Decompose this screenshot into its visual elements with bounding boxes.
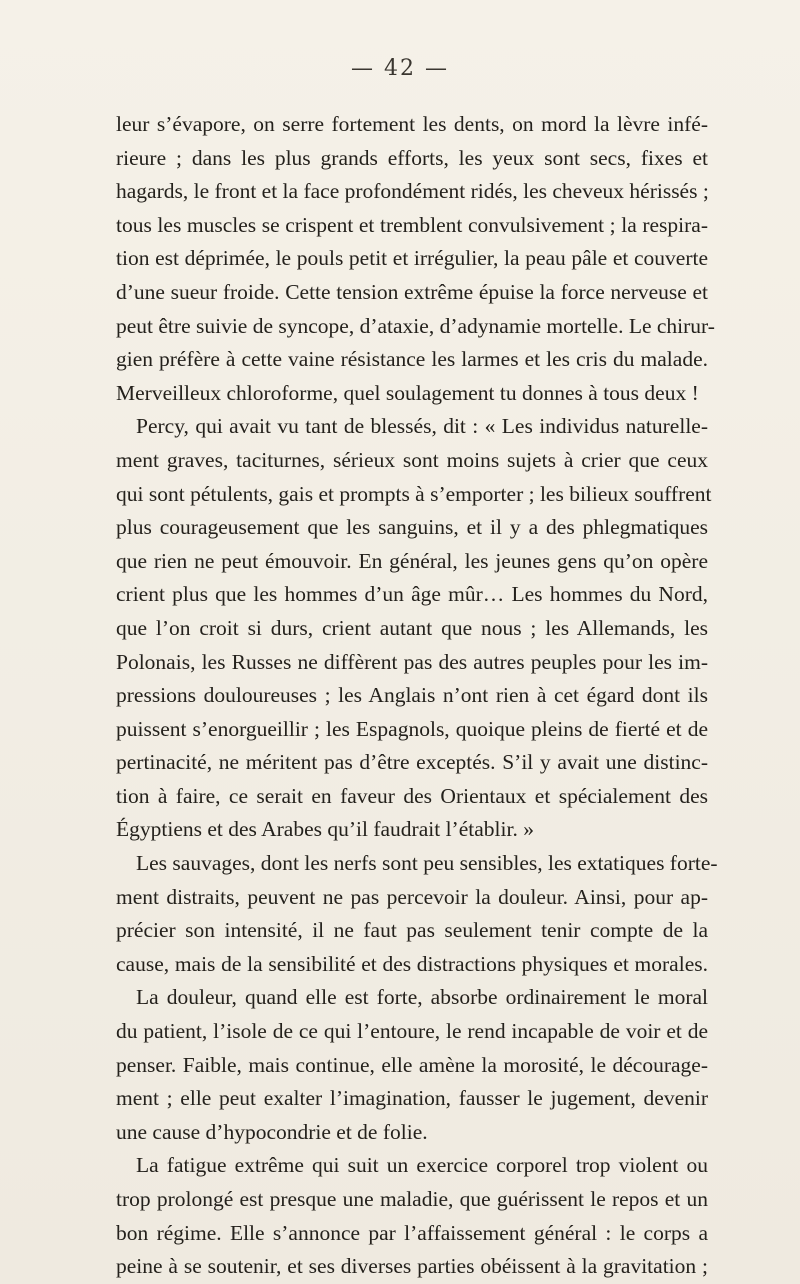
text-line: rieure ; dans les plus grands efforts, les yeux sont secs, fixes et [116,145,708,170]
text-line: ment distraits, peuvent ne pas percevoir la douleur. Ainsi, pour ap- [116,884,708,909]
text-line: que rien ne peut émouvoir. En général, les jeunes gens qu’on opère [116,548,708,573]
text-line: une cause d’hypocondrie et de folie. [116,1119,428,1144]
body-text [116,108,718,1284]
text-line: La fatigue extrême qui suit un exercice corporel trop violent ou [136,1153,708,1178]
text-line: Merveilleux chloroforme, quel soulagement tu donnes à tous deux ! [116,380,699,405]
text-line: d’une sueur froide. Cette tension extrême épuise la force nerveuse et [116,279,708,304]
text-line: Les sauvages, dont les nerfs sont peu sensibles, les extatiques forte- [136,851,718,876]
text-line: ment graves, taciturnes, sérieux sont moins sujets à crier que ceux [116,447,708,472]
text-line: tion à faire, ce serait en faveur des Orientaux et spécialement des [116,783,708,808]
text-line: Égyptiens et des Arabes qu’il faudrait l’établir. » [116,817,534,842]
text-line: peut être suivie de syncope, d’ataxie, d’adynamie mortelle. Le chirur- [116,313,715,338]
page-number: — 42 — [351,56,449,81]
text-line: hagards, le front et la face profondément ridés, les cheveux hérissés ; [116,179,709,204]
text-line: leur s’évapore, on serre fortement les dents, on mord la lèvre infé- [116,112,708,136]
text-line: qui sont pétulents, gais et prompts à s’emporter ; les bilieux souffrent [116,481,712,506]
text-line: gien préfère à cette vaine résistance les larmes et les cris du malade. [116,347,708,372]
text-line: penser. Faible, mais continue, elle amène la morosité, le décourage- [116,1052,708,1077]
text-line: que l’on croit si durs, crient autant que nous ; les Allemands, les [116,615,708,640]
text-line: bon régime. Elle s’annonce par l’affaissement général : le corps a [116,1220,708,1245]
text-line: Polonais, les Russes ne diffèrent pas des autres peuples pour les im- [116,649,708,674]
text-line: plus courageusement que les sanguins, et il y a des phlegmatiques [116,515,708,540]
text-line: du patient, l’isole de ce qui l’entoure, le rend incapable de voir et de [116,1019,708,1044]
text-line: précier son intensité, il ne faut pas seulement tenir compte de la [116,918,708,943]
text-line: ment ; elle peut exalter l’imagination, fausser le jugement, devenir [116,1086,708,1111]
text-line: crient plus que les hommes d’un âge mûr… Les hommes du Nord, [116,582,708,607]
text-line: tous les muscles se crispent et tremblent convulsivement ; la respira- [116,212,708,237]
text-line: La douleur, quand elle est forte, absorbe ordinairement le moral [136,985,708,1010]
text-line: cause, mais de la sensibilité et des distractions physiques et morales. [116,951,708,976]
text-line: puissent s’enorgueillir ; les Espagnols, quoique pleins de fierté et de [116,716,708,741]
text-line: peine à se soutenir, et ses diverses parties obéissent à la gravitation ; [116,1254,708,1279]
text-line: tion est déprimée, le pouls petit et irrégulier, la peau pâle et couverte [116,246,708,271]
text-line: pressions douloureuses ; les Anglais n’ont rien à cet égard dont ils [116,683,708,708]
text-line: pertinacité, ne méritent pas d’être exceptés. S’il y avait une distinc- [116,750,708,775]
text-line: Percy, qui avait vu tant de blessés, dit : « Les individus naturelle- [136,414,708,439]
text-line: trop prolongé est presque une maladie, que guérissent le repos et un [116,1187,708,1211]
